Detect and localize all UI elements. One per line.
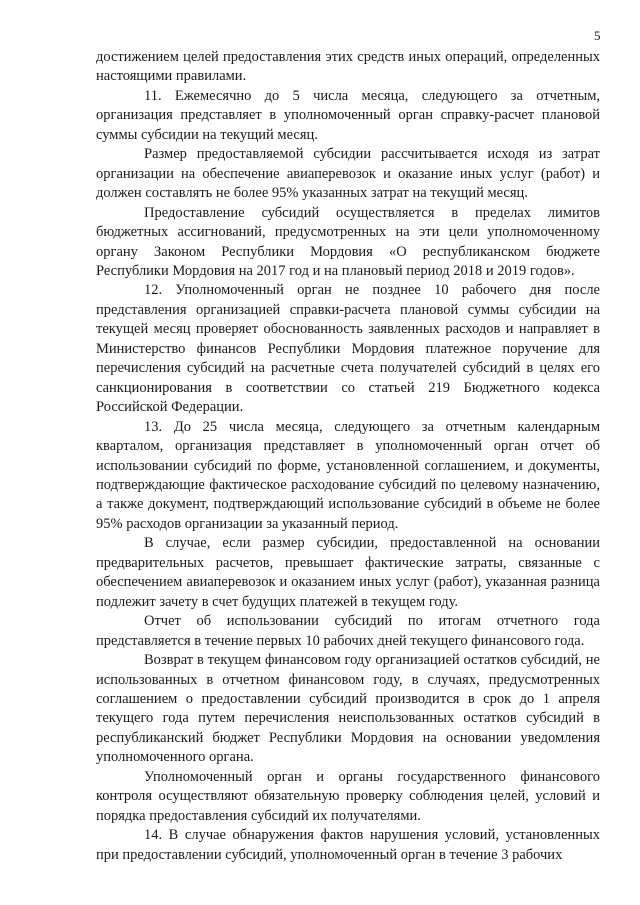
paragraph-subsidy-size: Размер предоставляемой субсидии рассчитывается исходя из затрат организации на обеспечение авиаперевозок и оказание иных услуг (работ) и должен составлять не более 95% указанных затрат на текущий месяц. — [96, 146, 600, 202]
paragraph-budget-limits: Предоставление субсидий осуществляется в пределах лимитов бюджетных ассигнований, предусмотренных на эти цели уполномоченному органу Законом Республики Мордовия «О республиканском бюджете Республики Мордовия на 2017 год и на плановый период 2018 и 2019 годов». — [96, 204, 600, 279]
paragraph-refund: Возврат в текущем финансовом году организацией остатков субсидий, не использованных в отчетном финансовом году, в случаях, предусмотренных соглашением о предоставлении субсидий производится в срок до 1 апреля текущего года путем перечисления неиспользованных остатков субсидий в республиканский бюджет Республики Мордовия на основании уведомления уполномоченного органа. — [96, 652, 600, 766]
page-number: 5 — [594, 28, 601, 43]
paragraph-annual-report: Отчет об использовании субсидий по итогам отчетного года представляется в течение первых 10 рабочих дней текущего финансового года. — [96, 613, 600, 649]
paragraph-continuation: достижением целей предоставления этих средств иных операций, определенных настоящими правилами. — [96, 49, 600, 85]
paragraph-excess-offset: В случае, если размер субсидии, предоставленной на основании предварительных расчетов, превышает фактические затраты, связанные с обеспечением авиаперевозок и оказанием иных услуг (работ), указанная разница подлежит зачету в счет будущих платежей в текущем году. — [96, 535, 600, 610]
paragraph-item-12: 12. Уполномоченный орган не позднее 10 рабочего дня после представления организацией справки-расчета плановой суммы субсидии на текущей месяц проверяет обоснованность заявленных расходов и направляет в Министерство финансов Республики Мордовия платежное поручение для перечисления субсидий на расчетные счета получателей субсидий в целях его санкционирования в соответствии со статьей 219 Бюджетного кодекса Российской Федерации. — [96, 282, 600, 416]
paragraph-control: Уполномоченный орган и органы государственного финансового контроля осуществляют обязательную проверку соблюдения целей, условий и порядка предоставления субсидий их получателями. — [96, 768, 600, 824]
paragraph-item-11: 11. Ежемесячно до 5 числа месяца, следующего за отчетным, организация представляет в уполномоченный орган справку-расчет плановой суммы субсидии на текущий месяц. — [96, 87, 600, 143]
document-body — [96, 48, 600, 865]
paragraph-item-13: 13. До 25 числа месяца, следующего за отчетным календарным кварталом, организация представляет в уполномоченный орган отчет об использовании субсидий по форме, установленной соглашением, и документы, подтверждающие фактическое расходование субсидий по целевому назначению, а также документ, подтверждающий использование субсидий в объеме не более 95% расходов организации за указанный период. — [96, 418, 600, 532]
paragraph-item-14: 14. В случае обнаружения фактов нарушения условий, установленных при предоставлении субсидий, уполномоченный орган в течение 3 рабочих — [96, 827, 600, 863]
